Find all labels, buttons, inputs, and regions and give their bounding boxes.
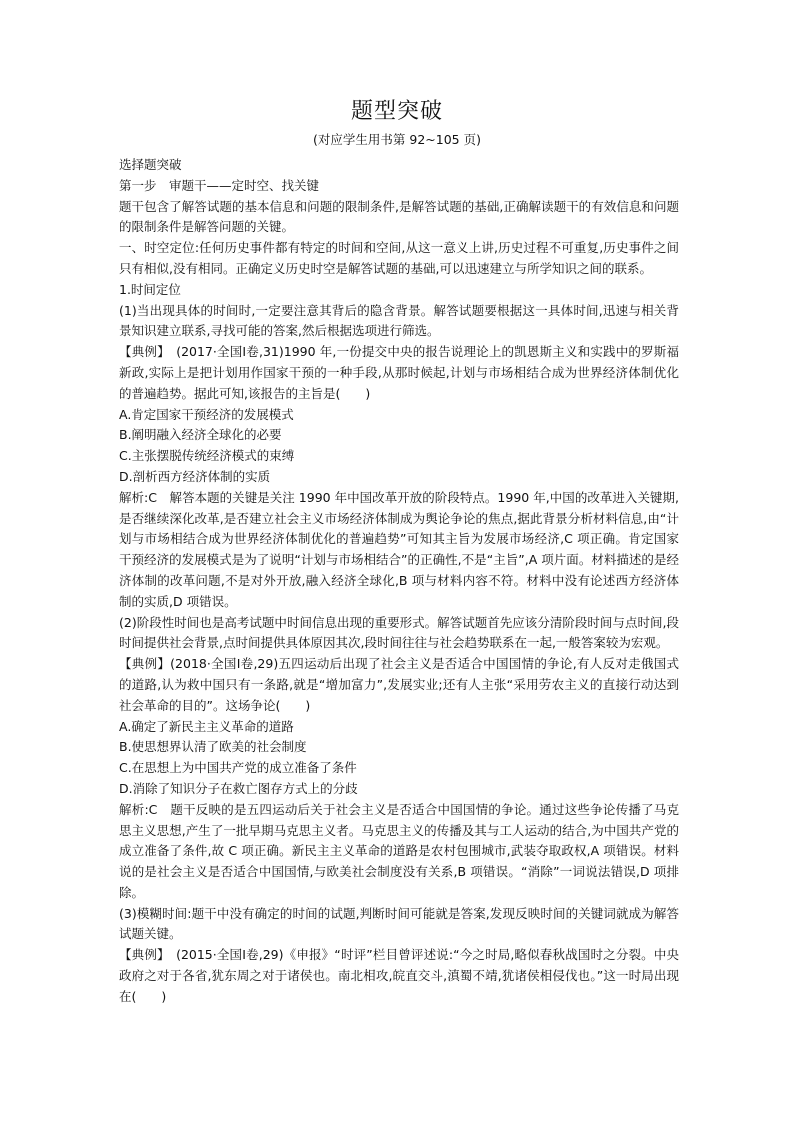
point-1-paragraph: (1)当出现具体的时间时,一定要注意其背后的隐含背景。解答试题要根据这一具体时间,迅速与相关背景知识建立联系,寻找可能的答案,然后根据选项进行筛选。: [119, 302, 679, 339]
example-2-option-a: A.确定了新民主主义革命的道路: [119, 718, 294, 734]
page-title: 题型突破: [350, 99, 443, 124]
step-heading: 第一步 审题干——定时空、找关键: [119, 177, 320, 193]
example-1-analysis: 解析:C 解答本题的关键是关注 1990 年中国改革开放的阶段特点。1990 年,中国的改革进入关键期,是否继续深化改革,是否建立社会主义市场经济体制成为舆论争论的焦点,据此背景分析材料信息,由“计划与市场相结合成为世界经济体制优化的普遍趋势”可知其主旨为发展市场经济,C 项正确。肯定国家干预经济的发展模式是为了说明“计划与市场相结合”的正确性,不是“主旨”,A 项片面。材料描述的是经济体制的改革问题,不是对外开放,融入经济全球化,B 项与材料内容不符。材料中没有论述西方经济体制的实质,D 项错误。: [119, 489, 679, 609]
spacetime-paragraph: 一、时空定位:任何历史事件都有特定的时间和空间,从这一意义上讲,历史过程不可重复,历史事件之间只有相似,没有相同。正确定义历史时空是解答试题的基础,可以迅速建立与所学知识之间的联系。: [119, 240, 679, 276]
example-1-option-d: D.剖析西方经济体制的实质: [119, 468, 271, 484]
point-3-paragraph: (3)模糊时间:题干中没有确定的时间的试题,判断时间可能就是答案,发现反映时间的关键词就成为解答试题关键。: [119, 905, 679, 942]
section-heading: 选择题突破: [119, 157, 182, 172]
subsection-heading: 1.时间定位: [119, 281, 181, 297]
example-3-question: 【典例】 (2015·全国Ⅰ卷,29)《申报》“时评”栏目曾评述说:“今之时局,略似春秋战国时之分裂。中央政府之对于各省,犹东周之对于诸侯也。南北相攻,皖直交斗,滇蜀不靖,犹诸侯相侵伐也。”这一时局出现在( ): [119, 947, 679, 1004]
example-2-question: 【典例】(2018·全国Ⅰ卷,29)五四运动后出现了社会主义是否适合中国国情的争论,有人反对走俄国式的道路,认为救中国只有一条路,就是“增加富力”,发展实业;还有人主张“采用劳农主义的直接行动达到社会革命的目的”。这场争论( ): [119, 656, 679, 713]
example-2-option-c: C.在思想上为中国共产党的成立准备了条件: [119, 760, 357, 776]
example-1-option-a: A.肯定国家干预经济的发展模式: [119, 406, 294, 422]
example-2-option-b: B.使思想界认清了欧美的社会制度: [119, 739, 307, 755]
example-1-option-c: C.主张摆脱传统经济模式的束缚: [119, 448, 295, 464]
intro-paragraph: 题干包含了解答试题的基本信息和问题的限制条件,是解答试题的基础,正确解读题干的有效信息和问题的限制条件是解答问题的关键。: [119, 198, 679, 235]
example-2-option-d: D.消除了知识分子在救亡图存方式上的分歧: [119, 780, 358, 796]
document-body: [119, 155, 679, 1008]
page-subtitle: (对应学生用书第 92~105 页): [313, 132, 481, 147]
example-2-analysis: 解析:C 题干反映的是五四运动后关于社会主义是否适合中国国情的争论。通过这些争论传播了马克思主义思想,产生了一批早期马克思主义者。马克思主义的传播及其与工人运动的结合,为中国共产党的成立准备了条件,故 C 项正确。新民主主义革命的道路是农村包围城市,武装夺取政权,A 项错误。材料说的是社会主义是否适合中国国情,与欧美社会制度没有关系,B 项错误。“消除”一词说法错误,D 项排除。: [119, 801, 679, 900]
example-1-question: 【典例】 (2017·全国Ⅰ卷,31)1990 年,一份提交中央的报告说理论上的凯恩斯主义和实践中的罗斯福新政,实际上是把计划用作国家干预的一种手段,从那时候起,计划与市场相结合成为世界经济体制优化的普遍趋势。据此可知,该报告的主旨是( ): [119, 344, 679, 401]
point-2-paragraph: (2)阶段性时间也是高考试题中时间信息出现的重要形式。解答试题首先应该分清阶段时间与点时间,段时间提供社会背景,点时间提供具体原因其次,段时间往往与社会趋势联系在一起,一般答案较为宏观。: [119, 614, 679, 651]
example-1-option-b: B.阐明融入经济全球化的必要: [119, 427, 282, 443]
